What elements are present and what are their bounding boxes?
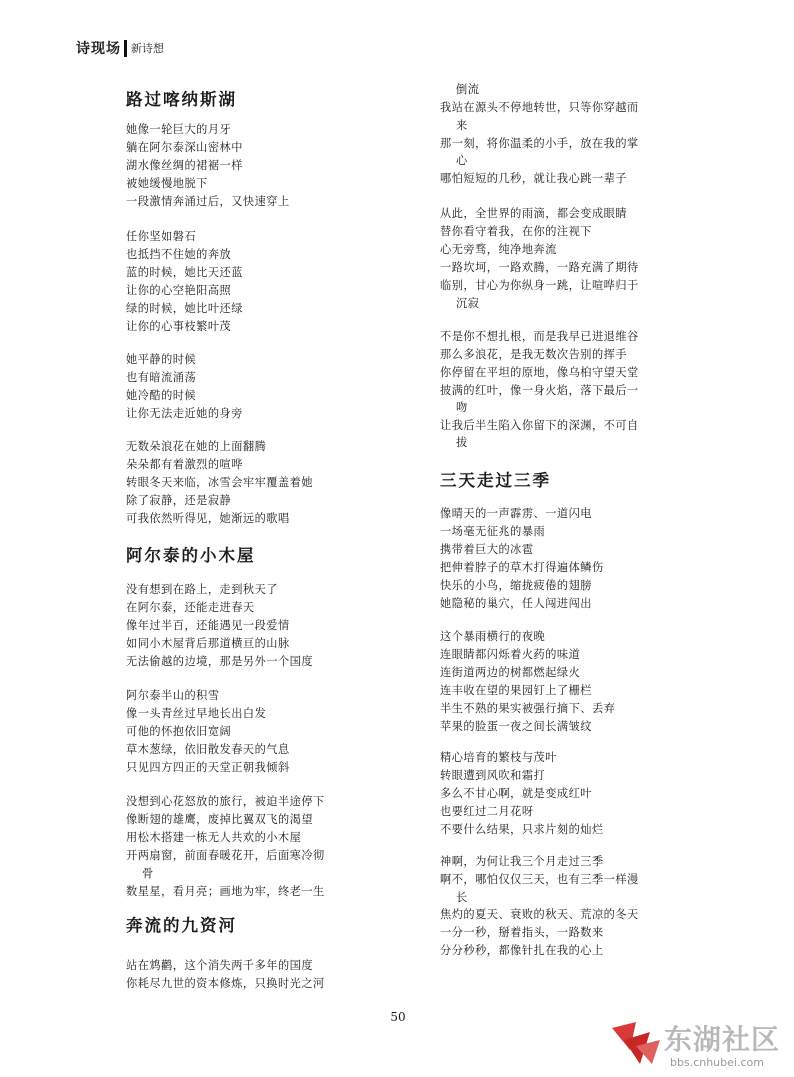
poem-line: 你耗尽九世的资本修炼，只换时光之河	[126, 977, 325, 990]
poem-line: 临别，甘心为你纵身一跳，让喧哗归于	[440, 279, 639, 292]
poem-line-continuation: 心	[456, 154, 468, 167]
poem-line: 苹果的脸蛋一夜之间长满皱纹	[440, 720, 592, 733]
subsection-title: 新诗想	[131, 42, 164, 55]
poem-line: 开两扇窗，前面春暖花开，后面寒冷彻	[126, 849, 325, 862]
poem-line: 那一刻，将你温柔的小手，放在我的掌	[440, 137, 639, 150]
poem-line: 如同小木屋背后那道横亘的山脉	[126, 637, 290, 650]
poem-line: 阿尔泰半山的积雪	[126, 689, 220, 702]
page-header	[76, 38, 164, 58]
poem-line: 没想到心花怒放的旅行，被迫半途停下	[126, 795, 325, 808]
poem-line: 快乐的小鸟，缩拢疲倦的翅膀	[440, 579, 592, 592]
poem-line: 披满的红叶，像一身火焰，落下最后一	[440, 384, 639, 397]
poem-line: 任你坚如磐石	[126, 230, 197, 243]
poem-line: 像断翅的雄鹰，废掉比翼双飞的渴望	[126, 813, 314, 826]
poem-line: 不是你不想扎根，而是我早已进退维谷	[440, 330, 639, 343]
poem-line: 分分秒秒，都像针扎在我的心上	[440, 944, 604, 957]
poem-line: 绿的时候，她比叶还绿	[126, 302, 243, 315]
poem-line: 也抵挡不住她的奔放	[126, 248, 232, 261]
poem-title: 三天走过三季	[440, 471, 551, 490]
header-divider	[124, 40, 127, 57]
poem-line: 携带着巨大的冰雹	[440, 543, 534, 556]
poem-line: 一路坎坷，一路欢腾，一路充满了期待	[440, 261, 639, 274]
poem-line: 可他的怀抱依旧宽阔	[126, 725, 232, 738]
site-watermark	[610, 1018, 790, 1074]
section-title: 诗现场	[76, 41, 121, 57]
poem-line: 你停留在平坦的原地，像乌桕守望天堂	[440, 366, 639, 379]
poem-line: 啊不，哪怕仅仅三天，也有三季一样漫	[440, 873, 639, 886]
page-number: 50	[390, 1010, 406, 1024]
poem-line: 无法偷越的边境，那是另外一个国度	[126, 655, 314, 668]
poem-line: 多么不甘心啊，就是变成红叶	[440, 787, 592, 800]
poem-line: 只见四方四正的天堂正朝我倾斜	[126, 761, 290, 774]
poem-line: 转眼遭到风吹和霜打	[440, 769, 546, 782]
poem-line-continuation: 倒流	[456, 83, 480, 96]
poem-line: 转眼冬天来临，冰雪会牢牢覆盖着她	[126, 476, 314, 489]
poem-line: 从此，全世界的雨滴，都会变成眼睛	[440, 207, 628, 220]
poem-line: 一场毫无征兆的暴雨	[440, 525, 546, 538]
poem-line: 也有暗流涌荡	[126, 371, 197, 384]
watermark-url: bbs.cnhubei.com	[670, 1056, 764, 1069]
poem-line: 这个暴雨横行的夜晚	[440, 630, 546, 643]
poem-line: 除了寂静，还是寂静	[126, 494, 232, 507]
poem-line: 站在鸩鹳，这个消失两千多年的国度	[126, 959, 314, 972]
poem-line: 没有想到在路上，走到秋天了	[126, 583, 278, 596]
poem-line: 在阿尔泰，还能走进春天	[126, 601, 255, 614]
poem-line-continuation: 拔	[456, 436, 468, 449]
poem-line: 朵朵都有着激烈的喧哗	[126, 458, 243, 471]
poem-line: 连眼睛都闪烁着火药的味道	[440, 648, 581, 661]
poem-line: 她隐秘的巢穴，任人闯进闯出	[440, 597, 592, 610]
watermark-logo-icon	[610, 1020, 662, 1066]
poem-line: 不要什么结果，只求片刻的灿烂	[440, 823, 604, 836]
poem-line-continuation: 吻	[456, 401, 468, 414]
watermark-text: 东湖社区	[664, 1023, 781, 1056]
poem-line-continuation: 沉寂	[456, 297, 480, 310]
poem-line: 她平静的时候	[126, 353, 197, 366]
poem-line-continuation: 来	[456, 119, 468, 132]
poem-line: 她冷酷的时候	[126, 389, 197, 402]
poem-line-continuation: 骨	[142, 867, 154, 880]
poem-line: 精心培育的繁枝与茂叶	[440, 751, 557, 764]
poem-line: 让我后半生陷入你留下的深渊，不可自	[440, 419, 639, 432]
poem-line: 可我依然听得见，她渐远的歌唱	[126, 512, 290, 525]
poem-line: 那么多浪花，是我无数次告别的挥手	[440, 348, 628, 361]
poem-line: 神啊，为何让我三个月走过三季	[440, 855, 604, 868]
poem-line: 被她缓慢地脱下	[126, 177, 208, 190]
poem-line: 半生不熟的果实被强行摘下、丢弃	[440, 702, 616, 715]
poem-line: 也要红过二月花呀	[440, 805, 534, 818]
poem-line: 她像一轮巨大的月牙	[126, 123, 232, 136]
poem-title: 阿尔泰的小木屋	[126, 546, 256, 565]
poem-line: 无数朵浪花在她的上面翻腾	[126, 440, 267, 453]
poem-line: 替你看守着我，在你的注视下	[440, 225, 592, 238]
poem-title: 奔流的九资河	[126, 916, 237, 935]
poem-line: 让你无法走近她的身旁	[126, 407, 243, 420]
poem-line: 草木葱绿，依旧散发春天的气息	[126, 743, 290, 756]
poem-line: 用松木搭建一栋无人共欢的小木屋	[126, 831, 302, 844]
poem-line: 像一头青丝过早地长出白发	[126, 707, 267, 720]
poem-line: 数星星，看月亮；画地为牢，终老一生	[126, 885, 325, 898]
poem-line: 湖水像丝绸的裙裾一样	[126, 159, 243, 172]
poem-line: 一分一秒，掰着指头，一路数来	[440, 926, 604, 939]
poem-line: 焦灼的夏天、衰败的秋天、荒凉的冬天	[440, 908, 639, 921]
poem-line: 让你的心事枝繁叶茂	[126, 320, 232, 333]
poem-line: 心无旁骛，纯净地奔流	[440, 243, 557, 256]
poem-line: 连街道两边的树都燃起绿火	[440, 666, 581, 679]
poem-line: 像晴天的一声霹雳、一道闪电	[440, 507, 592, 520]
poem-line: 我站在源头不停地转世，只等你穿越而	[440, 101, 639, 114]
poem-line: 蓝的时候，她比天还蓝	[126, 266, 243, 279]
poem-line: 像年过半百，还能遇见一段爱情	[126, 619, 290, 632]
poem-line: 把伸着脖子的草木打得遍体鳞伤	[440, 561, 604, 574]
poem-line: 哪怕短短的几秒，就让我心跳一辈子	[440, 172, 628, 185]
poem-line: 连丰收在望的果园钉上了栅栏	[440, 684, 592, 697]
poem-title: 路过喀纳斯湖	[126, 90, 237, 109]
poem-line: 一段激情奔涌过后，又快速穿上	[126, 195, 290, 208]
poem-line-continuation: 长	[456, 891, 468, 904]
poem-line: 躺在阿尔泰深山密林中	[126, 141, 243, 154]
poem-line: 让你的心空艳阳高照	[126, 284, 232, 297]
